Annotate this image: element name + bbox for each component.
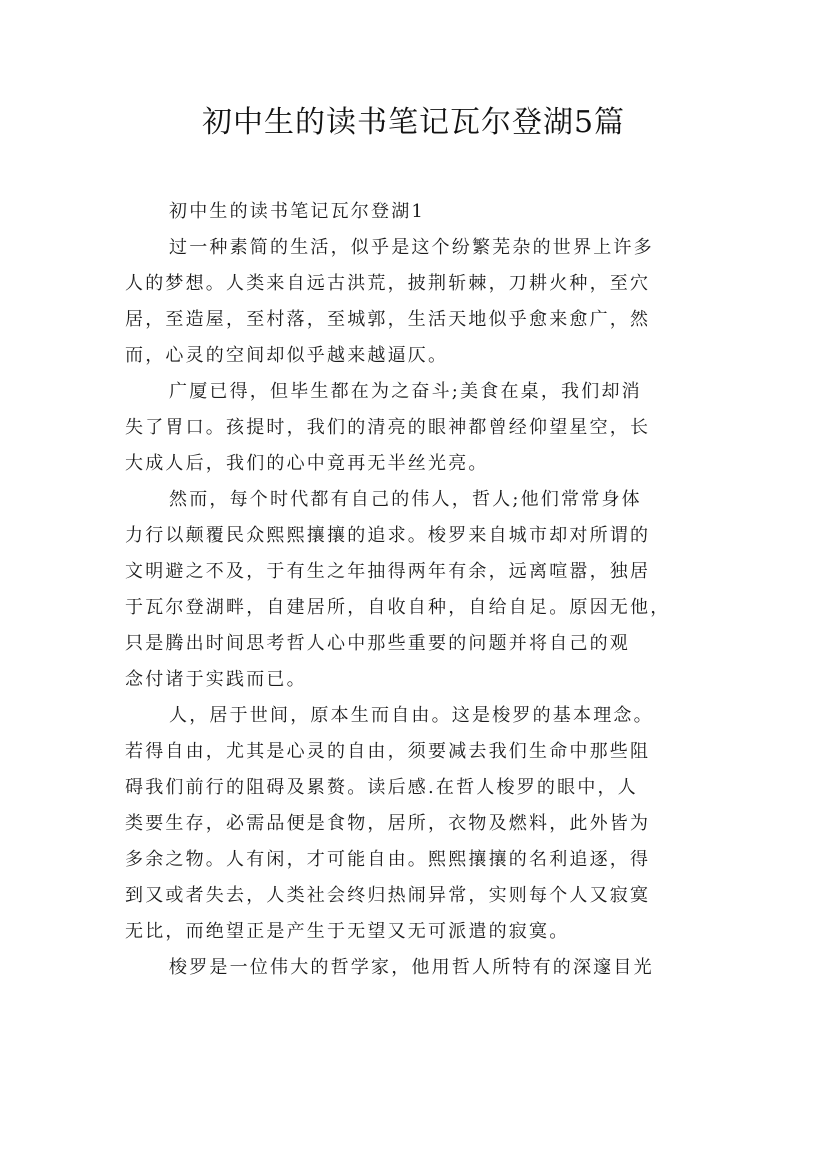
body-line: 类要生存，必需品便是食物，居所，衣物及燃料，此外皆为 xyxy=(125,813,651,834)
body-line: 失了胃口。孩提时，我们的清亮的眼神都曾经仰望星空，长 xyxy=(125,417,651,438)
body-line: 人，居于世间，原本生而自由。这是梭罗的基本理念。 xyxy=(169,705,654,726)
body-line: 过一种素简的生活，似乎是这个纷繁芜杂的世界上许多 xyxy=(169,237,654,258)
body-line: 力行以颠覆民众熙熙攘攘的追求。梭罗来自城市却对所谓的 xyxy=(125,525,651,546)
body-line: 初中生的读书笔记瓦尔登湖1 xyxy=(169,201,426,222)
body-line: 到又或者失去，人类社会终归热闹异常，实则每个人又寂寞 xyxy=(125,885,651,906)
body-line: 多余之物。人有闲，才可能自由。熙熙攘攘的名利追逐，得 xyxy=(125,849,651,870)
body-line: 人的梦想。人类来自远古洪荒，披荆斩棘，刀耕火种，至穴 xyxy=(125,273,651,294)
body-line: 文明避之不及，于有生之年抽得两年有余，远离喧嚣，独居 xyxy=(125,561,651,582)
document-body xyxy=(125,194,705,986)
body-line: 于瓦尔登湖畔，自建居所，自收自种，自给自足。原因无他， xyxy=(125,597,671,618)
body-line: 然而，每个时代都有自己的伟人，哲人;他们常常身体 xyxy=(169,489,642,510)
body-line: 而，心灵的空间却似乎越来越逼仄。 xyxy=(125,345,449,366)
document-title: 初中生的读书笔记瓦尔登湖5篇 xyxy=(201,105,626,140)
body-line: 若得自由，尤其是心灵的自由，须要减去我们生命中那些阻 xyxy=(125,741,651,762)
body-line: 碍我们前行的阻碍及累赘。读后感.在哲人梭罗的眼中，人 xyxy=(125,777,638,798)
body-line: 只是腾出时间思考哲人心中那些重要的问题并将自己的观 xyxy=(125,633,630,654)
body-line: 无比，而绝望正是产生于无望又无可派遣的寂寞。 xyxy=(125,921,570,942)
body-line: 大成人后，我们的心中竟再无半丝光亮。 xyxy=(125,453,489,474)
body-line: 念付诸于实践而已。 xyxy=(125,669,307,690)
body-line: 广厦已得，但毕生都在为之奋斗;美食在桌，我们却消 xyxy=(169,381,642,402)
body-line: 居，至造屋，至村落，至城郭，生活天地似乎愈来愈广，然 xyxy=(125,309,651,330)
body-line: 梭罗是一位伟大的哲学家，他用哲人所特有的深邃目光 xyxy=(169,957,654,978)
